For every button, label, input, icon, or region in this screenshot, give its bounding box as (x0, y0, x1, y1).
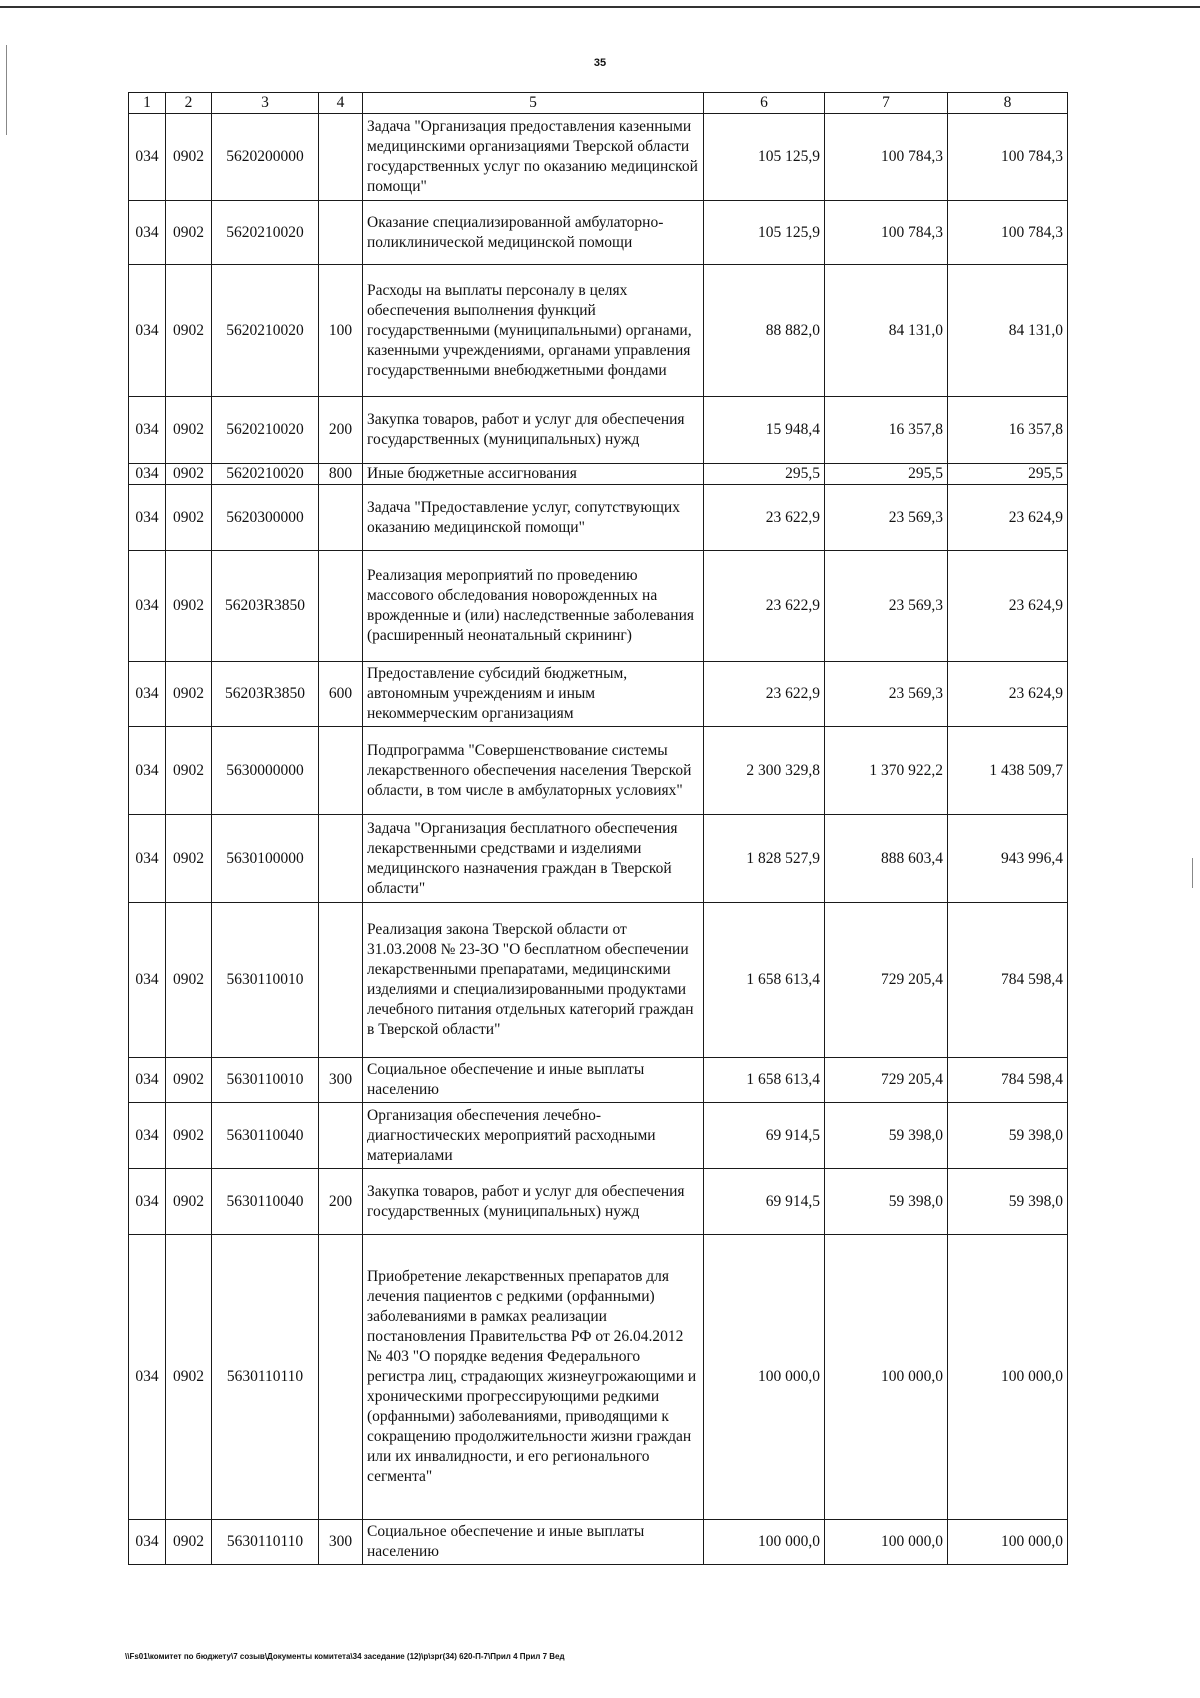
cell-amount-year1: 1 828 527,9 (704, 815, 825, 903)
cell-description: Закупка товаров, работ и услуг для обеспечения государственных (муниципальных) нужд (363, 397, 704, 464)
cell-amount-year2: 59 398,0 (825, 1169, 948, 1235)
cell-target-article: 5630110010 (212, 1058, 319, 1103)
page-number: 35 (593, 57, 607, 69)
cell-amount-year1: 1 658 613,4 (704, 903, 825, 1058)
cell-expense-type (319, 727, 363, 815)
cell-amount-year3: 784 598,4 (948, 1058, 1068, 1103)
cell-amount-year2: 100 000,0 (825, 1235, 948, 1520)
cell-target-article: 5630110010 (212, 903, 319, 1058)
cell-expense-type: 300 (319, 1520, 363, 1565)
cell-amount-year2: 888 603,4 (825, 815, 948, 903)
cell-amount-year3: 23 624,9 (948, 551, 1068, 662)
column-header: 3 (212, 93, 319, 114)
cell-target-article: 5630110040 (212, 1103, 319, 1169)
cell-description: Задача "Организация бесплатного обеспечения лекарственными средствами и изделиями медицинского назначения граждан в Тверской области" (363, 815, 704, 903)
table-row (129, 551, 1068, 662)
cell-target-article: 56203R3850 (212, 551, 319, 662)
cell-amount-year3: 16 357,8 (948, 397, 1068, 464)
cell-amount-year1: 100 000,0 (704, 1235, 825, 1520)
cell-amount-year3: 100 000,0 (948, 1235, 1068, 1520)
table-row (129, 201, 1068, 265)
cell-section-code: 0902 (166, 397, 212, 464)
cell-section-code: 0902 (166, 1058, 212, 1103)
table-row (129, 662, 1068, 727)
column-header: 7 (825, 93, 948, 114)
cell-expense-type: 600 (319, 662, 363, 727)
table-row (129, 815, 1068, 903)
cell-expense-type (319, 485, 363, 551)
cell-amount-year1: 295,5 (704, 464, 825, 485)
cell-amount-year2: 100 784,3 (825, 201, 948, 265)
table-row (129, 464, 1068, 485)
cell-description: Реализация закона Тверской области от 31.03.2008 № 23-ЗО "О бесплатном обеспечении лекарственными препаратами, медицинскими изделиями и специализированными продуктами лечебного питания отдельных категорий граждан в Тверской области" (363, 903, 704, 1058)
table-row (129, 485, 1068, 551)
cell-description: Оказание специализированной амбулаторно-поликлинической медицинской помощи (363, 201, 704, 265)
cell-amount-year1: 23 622,9 (704, 551, 825, 662)
cell-amount-year1: 15 948,4 (704, 397, 825, 464)
cell-target-article: 5620210020 (212, 464, 319, 485)
table-row (129, 114, 1068, 201)
cell-amount-year3: 23 624,9 (948, 485, 1068, 551)
cell-ministry-code: 034 (129, 551, 166, 662)
cell-amount-year1: 100 000,0 (704, 1520, 825, 1565)
table-row (129, 1103, 1068, 1169)
cell-target-article: 5630000000 (212, 727, 319, 815)
cell-section-code: 0902 (166, 464, 212, 485)
cell-target-article: 5620210020 (212, 397, 319, 464)
cell-amount-year2: 100 784,3 (825, 114, 948, 201)
table-header-row (129, 93, 1068, 114)
cell-amount-year3: 100 784,3 (948, 201, 1068, 265)
cell-description: Социальное обеспечение и иные выплаты населению (363, 1058, 704, 1103)
cell-ministry-code: 034 (129, 114, 166, 201)
cell-section-code: 0902 (166, 265, 212, 397)
cell-amount-year3: 84 131,0 (948, 265, 1068, 397)
table-row (129, 1169, 1068, 1235)
table-row (129, 727, 1068, 815)
cell-section-code: 0902 (166, 662, 212, 727)
cell-description: Иные бюджетные ассигнования (363, 464, 704, 485)
cell-amount-year1: 23 622,9 (704, 485, 825, 551)
cell-amount-year3: 59 398,0 (948, 1103, 1068, 1169)
cell-section-code: 0902 (166, 1169, 212, 1235)
cell-amount-year2: 1 370 922,2 (825, 727, 948, 815)
cell-section-code: 0902 (166, 1235, 212, 1520)
cell-amount-year3: 23 624,9 (948, 662, 1068, 727)
cell-ministry-code: 034 (129, 1103, 166, 1169)
cell-description: Закупка товаров, работ и услуг для обеспечения государственных (муниципальных) нужд (363, 1169, 704, 1235)
cell-expense-type: 200 (319, 397, 363, 464)
cell-amount-year2: 16 357,8 (825, 397, 948, 464)
cell-amount-year1: 105 125,9 (704, 114, 825, 201)
cell-amount-year3: 1 438 509,7 (948, 727, 1068, 815)
cell-expense-type (319, 1235, 363, 1520)
cell-ministry-code: 034 (129, 903, 166, 1058)
table-row (129, 903, 1068, 1058)
cell-amount-year1: 23 622,9 (704, 662, 825, 727)
cell-amount-year1: 88 882,0 (704, 265, 825, 397)
cell-ministry-code: 034 (129, 662, 166, 727)
cell-amount-year2: 729 205,4 (825, 1058, 948, 1103)
table-row (129, 265, 1068, 397)
cell-ministry-code: 034 (129, 1169, 166, 1235)
scan-artifact-line (1192, 858, 1193, 888)
cell-amount-year1: 1 658 613,4 (704, 1058, 825, 1103)
cell-expense-type (319, 815, 363, 903)
cell-ministry-code: 034 (129, 397, 166, 464)
table-row (129, 1058, 1068, 1103)
cell-target-article: 56203R3850 (212, 662, 319, 727)
cell-target-article: 5630110110 (212, 1520, 319, 1565)
cell-description: Подпрограмма "Совершенствование системы лекарственного обеспечения населения Тверской области, в том числе в амбулаторных условиях" (363, 727, 704, 815)
cell-expense-type (319, 114, 363, 201)
budget-table (128, 92, 1068, 1565)
cell-target-article: 5630110040 (212, 1169, 319, 1235)
cell-ministry-code: 034 (129, 464, 166, 485)
cell-amount-year3: 100 784,3 (948, 114, 1068, 201)
column-header: 2 (166, 93, 212, 114)
cell-section-code: 0902 (166, 903, 212, 1058)
cell-expense-type (319, 903, 363, 1058)
cell-ministry-code: 034 (129, 1235, 166, 1520)
cell-expense-type: 800 (319, 464, 363, 485)
cell-expense-type: 300 (319, 1058, 363, 1103)
cell-target-article: 5620210020 (212, 265, 319, 397)
column-header: 4 (319, 93, 363, 114)
cell-ministry-code: 034 (129, 201, 166, 265)
cell-section-code: 0902 (166, 815, 212, 903)
cell-ministry-code: 034 (129, 265, 166, 397)
cell-description: Социальное обеспечение и иные выплаты населению (363, 1520, 704, 1565)
column-header: 6 (704, 93, 825, 114)
cell-amount-year3: 59 398,0 (948, 1169, 1068, 1235)
cell-amount-year1: 69 914,5 (704, 1169, 825, 1235)
table-row (129, 1235, 1068, 1520)
cell-amount-year2: 295,5 (825, 464, 948, 485)
cell-target-article: 5620300000 (212, 485, 319, 551)
column-header: 1 (129, 93, 166, 114)
cell-amount-year2: 100 000,0 (825, 1520, 948, 1565)
footer-file-path: \\Fs01\комитет по бюджету\7 созыв\Документы комитета\34 заседание (12)\р\зрг(34) 620-П-7\Прил 4 Прил 7 Вед (125, 1652, 565, 1661)
cell-ministry-code: 034 (129, 485, 166, 551)
cell-section-code: 0902 (166, 727, 212, 815)
cell-description: Реализация мероприятий по проведению массового обследования новорожденных на врожденные и (или) наследственные заболевания (расширенный неонатальный скрининг) (363, 551, 704, 662)
cell-section-code: 0902 (166, 485, 212, 551)
cell-section-code: 0902 (166, 1103, 212, 1169)
cell-amount-year2: 729 205,4 (825, 903, 948, 1058)
cell-amount-year2: 23 569,3 (825, 551, 948, 662)
cell-description: Расходы на выплаты персоналу в целях обеспечения выполнения функций государственными (муниципальными) органами, казенными учреждениями, органами управления государственными внебюджетными фондами (363, 265, 704, 397)
cell-description: Организация обеспечения лечебно-диагностических мероприятий расходными материалами (363, 1103, 704, 1169)
cell-expense-type: 200 (319, 1169, 363, 1235)
cell-expense-type (319, 1103, 363, 1169)
cell-description: Задача "Организация предоставления казенными медицинскими организациями Тверской области государственных услуг по оказанию медицинской помощи" (363, 114, 704, 201)
cell-ministry-code: 034 (129, 1058, 166, 1103)
column-header: 5 (363, 93, 704, 114)
cell-target-article: 5620210020 (212, 201, 319, 265)
column-header: 8 (948, 93, 1068, 114)
cell-expense-type (319, 201, 363, 265)
cell-section-code: 0902 (166, 201, 212, 265)
cell-target-article: 5630100000 (212, 815, 319, 903)
cell-amount-year2: 84 131,0 (825, 265, 948, 397)
cell-amount-year3: 100 000,0 (948, 1520, 1068, 1565)
cell-section-code: 0902 (166, 551, 212, 662)
cell-amount-year3: 943 996,4 (948, 815, 1068, 903)
scan-artifact-line (6, 45, 7, 135)
cell-expense-type: 100 (319, 265, 363, 397)
cell-amount-year2: 59 398,0 (825, 1103, 948, 1169)
cell-amount-year1: 105 125,9 (704, 201, 825, 265)
scan-top-rule (0, 6, 1200, 8)
cell-target-article: 5630110110 (212, 1235, 319, 1520)
cell-amount-year2: 23 569,3 (825, 662, 948, 727)
cell-description: Задача "Предоставление услуг, сопутствующих оказанию медицинской помощи" (363, 485, 704, 551)
cell-amount-year3: 295,5 (948, 464, 1068, 485)
table-row (129, 397, 1068, 464)
cell-expense-type (319, 551, 363, 662)
cell-amount-year1: 69 914,5 (704, 1103, 825, 1169)
cell-ministry-code: 034 (129, 1520, 166, 1565)
cell-target-article: 5620200000 (212, 114, 319, 201)
cell-description: Приобретение лекарственных препаратов для лечения пациентов с редкими (орфанными) заболеваниями в рамках реализации постановления Правительства РФ от 26.04.2012 № 403 "О порядке ведения Федерального регистра лиц, страдающих жизнеугрожающими и хроническими прогрессирующими редкими (орфанными) заболеваниями, приводящими к сокращению продолжительности жизни граждан или их инвалидности, и его регионального сегмента" (363, 1235, 704, 1520)
cell-amount-year3: 784 598,4 (948, 903, 1068, 1058)
cell-section-code: 0902 (166, 114, 212, 201)
cell-amount-year2: 23 569,3 (825, 485, 948, 551)
cell-section-code: 0902 (166, 1520, 212, 1565)
cell-ministry-code: 034 (129, 815, 166, 903)
cell-description: Предоставление субсидий бюджетным, автономным учреждениям и иным некоммерческим организациям (363, 662, 704, 727)
cell-amount-year1: 2 300 329,8 (704, 727, 825, 815)
table-row (129, 1520, 1068, 1565)
cell-ministry-code: 034 (129, 727, 166, 815)
